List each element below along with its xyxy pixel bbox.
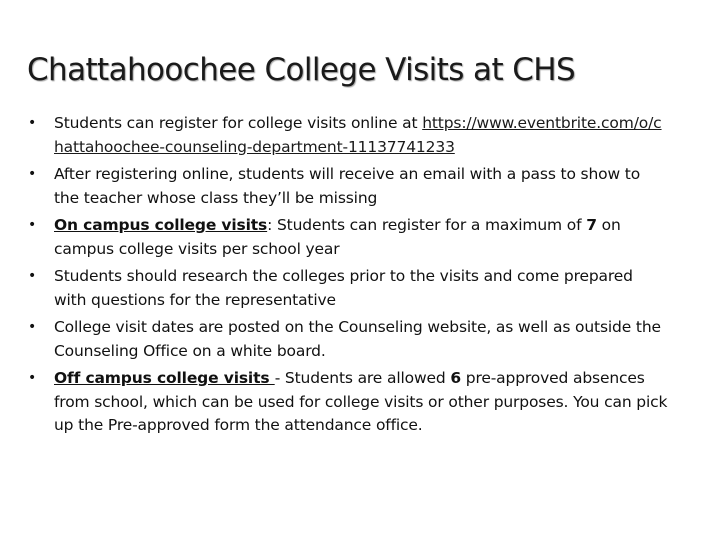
on-campus-max-count: 7 — [586, 216, 597, 234]
eventbrite-link[interactable]: https://www.eventbrite.com/o/chattahoochee-counseling-department-11137741233 — [54, 114, 662, 156]
list-item — [28, 112, 668, 159]
item-text: Students should research the colleges prior to the visits and come prepared with questions for the representative — [54, 267, 633, 309]
item-text: on campus college visits per school year — [54, 216, 621, 258]
item-text: pre-approved absences from school, which can be used for college visits or other purposes. You can pick up the Pre-approved form the attendance office. — [54, 369, 668, 434]
item-text: College visit dates are posted on the Counseling website, as well as outside the Counseling Office on a white board. — [54, 318, 661, 360]
list-item — [28, 367, 668, 438]
item-text: After registering online, students will receive an email with a pass to show to the teacher whose class they’ll be missing — [54, 165, 641, 207]
list-item — [28, 316, 668, 363]
list-item — [28, 214, 668, 261]
bullet-list — [28, 112, 668, 442]
list-item — [28, 163, 668, 210]
slide-title: Chattahoochee College Visits at CHS — [27, 52, 576, 88]
bullet-icon: • — [28, 166, 37, 182]
on-campus-label: On campus college visits — [54, 216, 268, 234]
bullet-icon: • — [28, 268, 37, 284]
bullet-icon: • — [28, 115, 37, 131]
off-campus-absence-count: 6 — [450, 369, 461, 387]
bullet-icon: • — [28, 370, 37, 386]
bullet-icon: • — [28, 319, 37, 335]
off-campus-label: Off campus college visits — [54, 369, 275, 387]
list-item — [28, 265, 668, 312]
item-text: : Students can register for a maximum of — [267, 216, 587, 234]
item-text: - Students are allowed — [274, 369, 451, 387]
bullet-icon: • — [28, 217, 37, 233]
item-text: Students can register for college visits online at — [54, 114, 423, 132]
